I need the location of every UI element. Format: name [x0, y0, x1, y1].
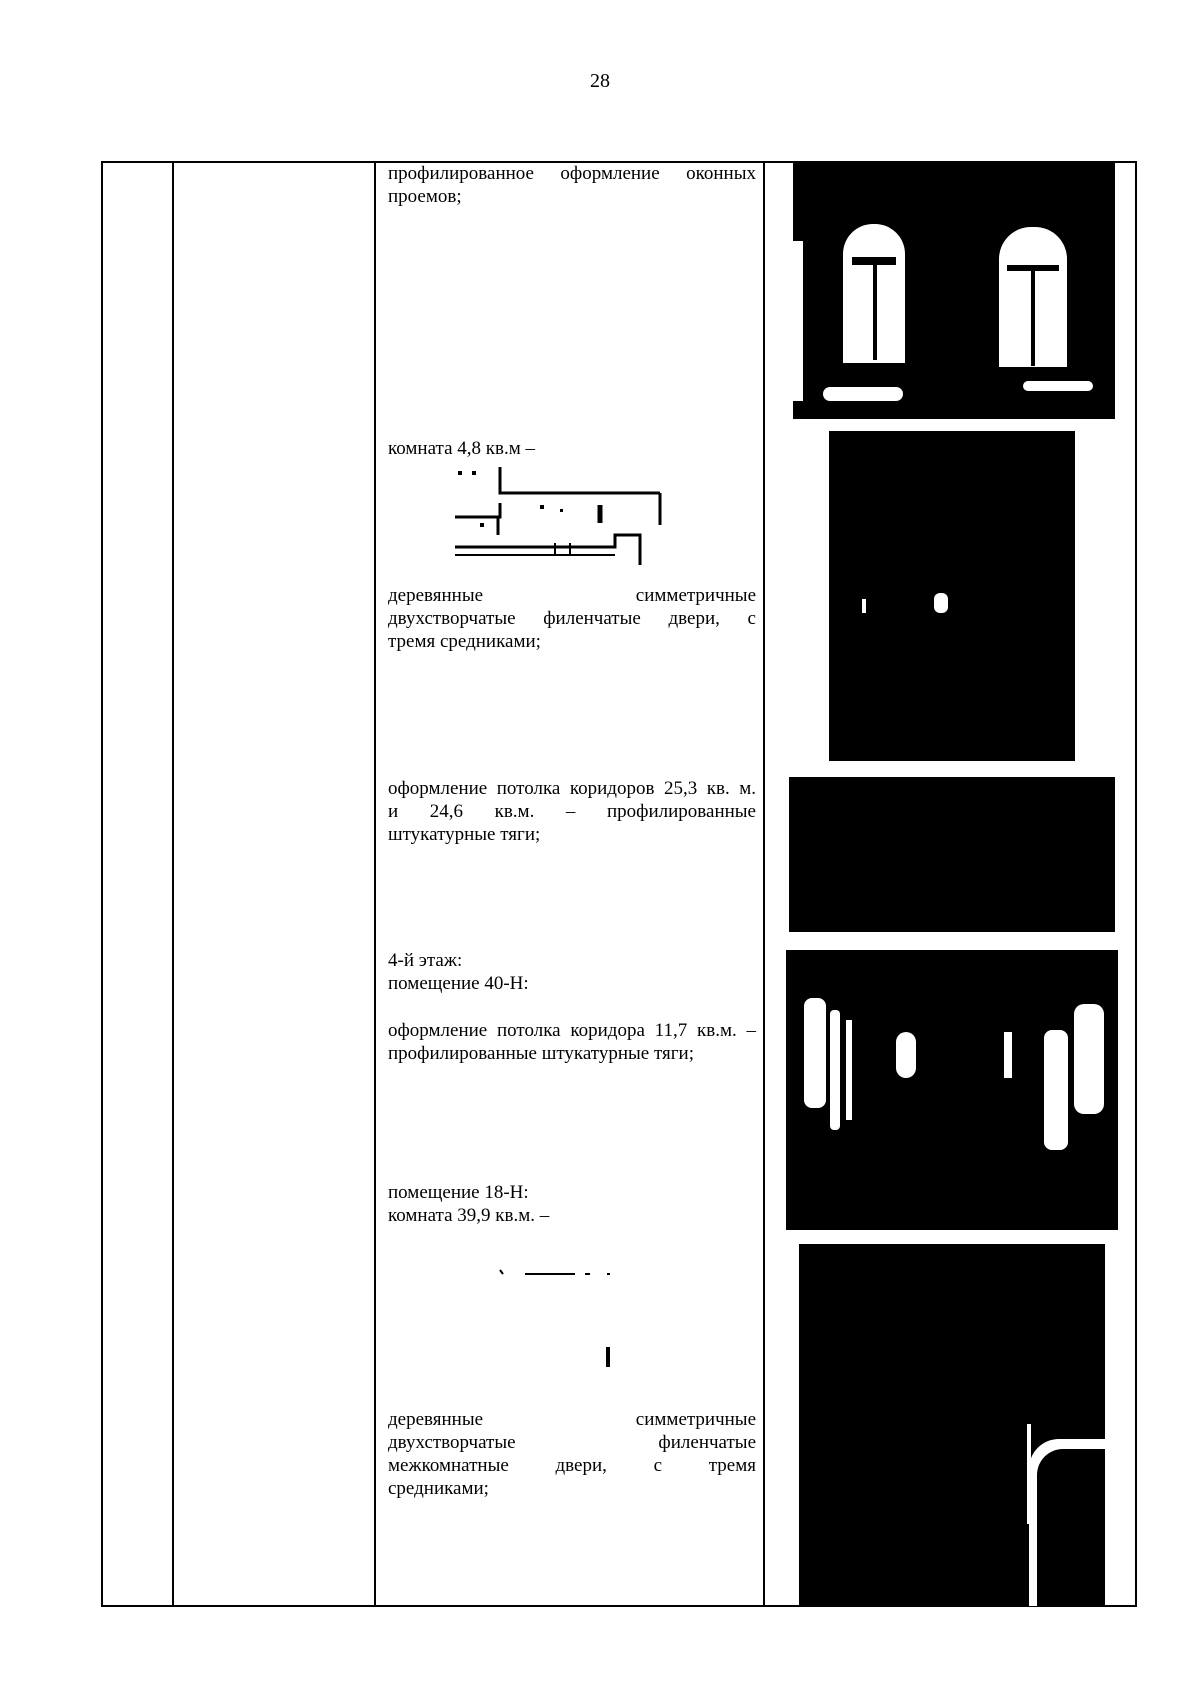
premises-40-n-heading: помещение 40-Н:	[388, 973, 529, 994]
column-divider-2	[374, 163, 376, 1605]
corridor-photo	[786, 950, 1118, 1230]
doors-text-line-2: двухстворчатые филенчатые двери, с	[388, 608, 756, 629]
column-divider-1	[172, 163, 174, 1605]
interior-doors-text-line-1: деревянные симметричные	[388, 1409, 756, 1430]
ceiling-corridors-text-line-3: штукатурные тяги;	[388, 824, 541, 845]
column-divider-3	[763, 163, 765, 1605]
floor-plan-fragment-icon	[450, 465, 690, 580]
ceiling-corridors-text-line-2: и 24,6 кв.м. – профилированные	[388, 801, 756, 822]
doors-photo	[829, 431, 1075, 761]
page-number: 28	[590, 70, 610, 92]
floor-plan-fragment-2-icon	[495, 1262, 635, 1377]
windows-photo	[793, 161, 1115, 419]
room-39-9-label: комната 39,9 кв.м. –	[388, 1205, 550, 1226]
ceiling-corridor-text-line-1: оформление потолка коридора 11,7 кв.м. –	[388, 1020, 756, 1041]
interior-doors-text-line-4: средниками;	[388, 1478, 489, 1499]
ceiling-corridors-photo	[789, 777, 1115, 932]
window-openings-text-line-1: профилированное оформление оконных	[388, 163, 756, 184]
interior-doors-photo	[799, 1244, 1105, 1606]
ceiling-corridor-text-line-2: профилированные штукатурные тяги;	[388, 1043, 695, 1064]
interior-doors-text-line-3: межкомнатные двери, с тремя	[388, 1455, 756, 1476]
floor-4-heading: 4-й этаж:	[388, 950, 463, 971]
doors-text-line-3: тремя средниками;	[388, 631, 541, 652]
interior-doors-text-line-2: двухстворчатые филенчатые	[388, 1432, 756, 1453]
premises-18-n-heading: помещение 18-Н:	[388, 1182, 529, 1203]
ceiling-corridors-text-line-1: оформление потолка коридоров 25,3 кв. м.	[388, 778, 756, 799]
window-openings-text-line-2: проемов;	[388, 186, 462, 207]
room-4-8-label: комната 4,8 кв.м –	[388, 438, 535, 459]
doors-text-line-1: деревянные симметричные	[388, 585, 756, 606]
